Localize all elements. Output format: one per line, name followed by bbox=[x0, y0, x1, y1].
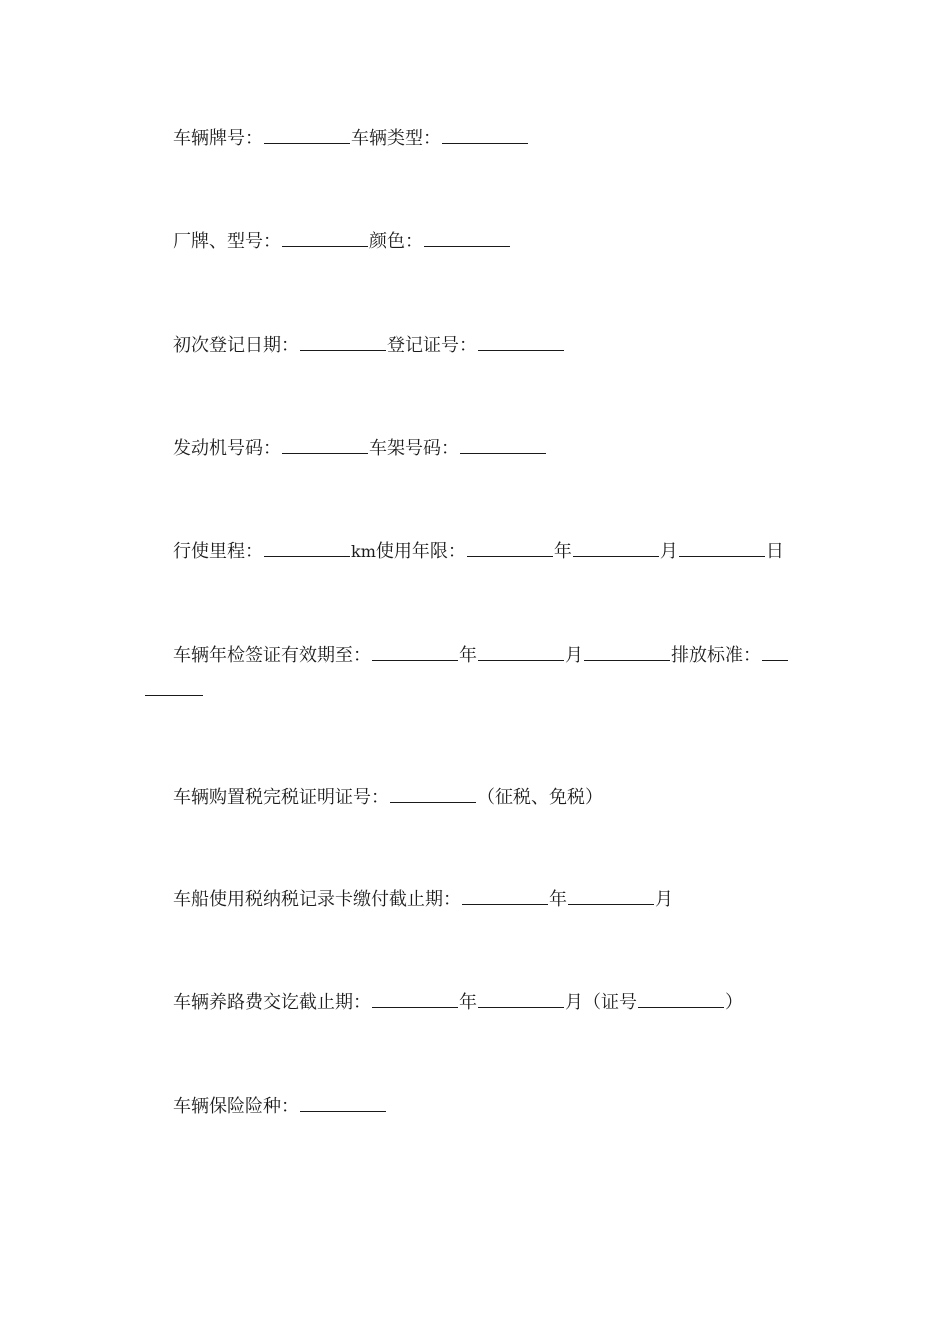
registration-cert-field[interactable] bbox=[478, 332, 564, 351]
road-fee-year-field[interactable] bbox=[372, 989, 458, 1008]
plate-number-field[interactable] bbox=[264, 125, 350, 144]
month-label: 月 bbox=[565, 992, 583, 1013]
vehicle-type-label: 车辆类型： bbox=[351, 128, 441, 149]
engine-number-field[interactable] bbox=[282, 435, 368, 454]
inspection-month-field[interactable] bbox=[478, 642, 564, 661]
service-day-field[interactable] bbox=[679, 538, 765, 557]
purchase-tax-cert-label: 车辆购置税完税证明证号： bbox=[173, 787, 389, 808]
brand-color-line bbox=[173, 228, 511, 255]
month-label: 月 bbox=[659, 541, 678, 562]
vessel-tax-line bbox=[173, 886, 673, 913]
vehicle-type-field[interactable] bbox=[442, 125, 528, 144]
color-field[interactable] bbox=[424, 228, 510, 247]
service-years-label: 使用年限： bbox=[375, 541, 466, 562]
insurance-type-field[interactable] bbox=[300, 1093, 386, 1112]
year-label: 年 bbox=[553, 541, 572, 562]
purchase-tax-line bbox=[173, 784, 603, 811]
year-label: 年 bbox=[459, 645, 477, 666]
engine-number-label: 发动机号码： bbox=[173, 438, 281, 459]
engine-frame-line bbox=[173, 435, 547, 462]
brand-model-field[interactable] bbox=[282, 228, 368, 247]
road-fee-month-field[interactable] bbox=[478, 989, 564, 1008]
inspection-valid-until-label: 车辆年检签证有效期至： bbox=[173, 645, 371, 666]
emission-standard-label: 排放标准： bbox=[671, 645, 761, 666]
vessel-tax-deadline-label: 车船使用税纳税记录卡缴付截止期： bbox=[173, 889, 461, 910]
color-label: 颜色： bbox=[369, 231, 423, 252]
vessel-tax-month-field[interactable] bbox=[568, 886, 654, 905]
plate-type-line bbox=[173, 125, 529, 152]
mileage-field[interactable] bbox=[264, 538, 350, 557]
purchase-tax-cert-field[interactable] bbox=[390, 784, 476, 803]
tax-status-note: （征税、免税） bbox=[477, 787, 603, 808]
registration-cert-label: 登记证号： bbox=[387, 335, 477, 356]
insurance-line bbox=[173, 1093, 387, 1120]
inspection-year-field[interactable] bbox=[372, 642, 458, 661]
year-label: 年 bbox=[459, 992, 477, 1013]
brand-model-label: 厂牌、型号： bbox=[173, 231, 281, 252]
emission-standard-field[interactable] bbox=[762, 642, 788, 661]
plate-number-label: 车辆牌号： bbox=[173, 128, 263, 149]
inspection-line bbox=[173, 642, 789, 669]
mileage-label: 行使里程： bbox=[173, 541, 263, 562]
frame-number-label: 车架号码： bbox=[369, 438, 459, 459]
emission-standard-continuation bbox=[144, 677, 204, 704]
insurance-type-label: 车辆保险险种： bbox=[173, 1096, 299, 1117]
emission-standard-field-continued[interactable] bbox=[145, 677, 203, 696]
service-year-field[interactable] bbox=[467, 538, 553, 557]
vessel-tax-year-field[interactable] bbox=[462, 886, 548, 905]
first-registration-date-label: 初次登记日期： bbox=[173, 335, 299, 356]
month-label: 月 bbox=[655, 889, 673, 910]
cert-number-close: ） bbox=[725, 992, 743, 1013]
registration-line bbox=[173, 332, 565, 359]
road-fee-deadline-label: 车辆养路费交讫截止期： bbox=[173, 992, 371, 1013]
inspection-extra-field[interactable] bbox=[584, 642, 670, 661]
service-month-field[interactable] bbox=[573, 538, 659, 557]
first-registration-date-field[interactable] bbox=[300, 332, 386, 351]
km-unit: km bbox=[351, 542, 376, 561]
day-label: 日 bbox=[765, 541, 784, 562]
frame-number-field[interactable] bbox=[460, 435, 546, 454]
road-fee-cert-field[interactable] bbox=[638, 989, 724, 1008]
year-label: 年 bbox=[549, 889, 567, 910]
mileage-line bbox=[173, 538, 784, 565]
cert-number-open: （证号 bbox=[583, 992, 637, 1013]
month-label: 月 bbox=[565, 645, 583, 666]
road-fee-line bbox=[173, 989, 743, 1016]
